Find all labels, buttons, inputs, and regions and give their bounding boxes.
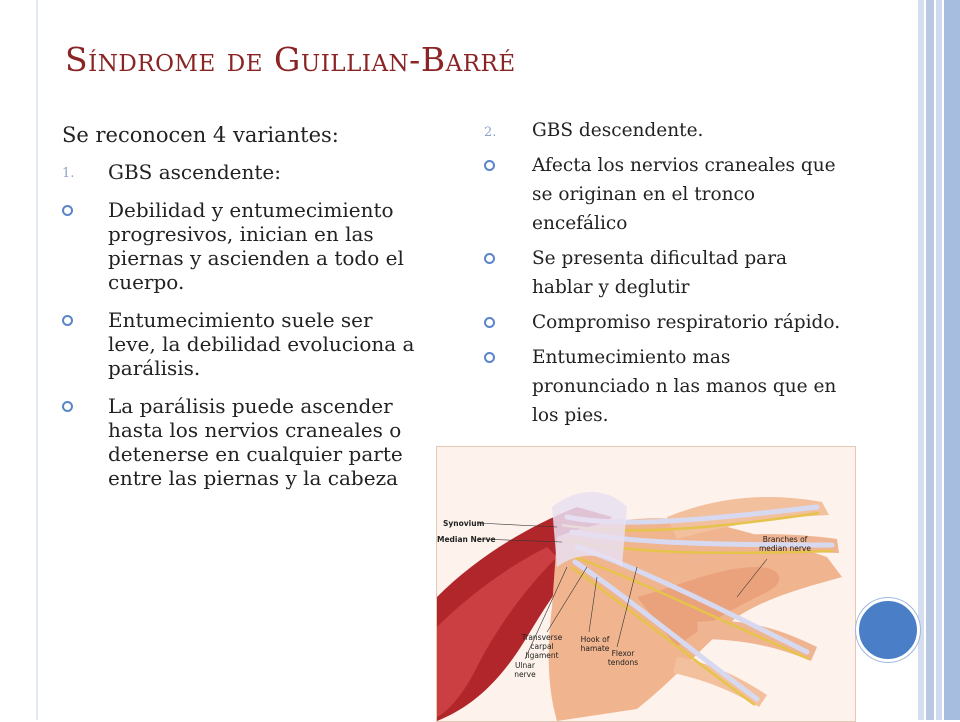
left-decorative-rule [36,0,38,720]
label-flexor-tendons: Flexor tendons [607,649,639,667]
list-number: 1. [62,166,75,181]
bullet-icon [484,253,495,264]
list-item [484,244,846,302]
right-decorative-stripe [936,0,942,720]
list-item-text: Entumecimiento mas pronunciado n las manos que en los pies. [532,347,837,426]
bullet-icon [484,160,495,171]
label-branches-median-nerve: Branches of median nerve [758,535,811,553]
right-decorative-stripe [918,0,924,720]
list-item [62,308,422,380]
list-item-text: Entumecimiento suele ser leve, la debilidad evoluciona a parálisis. [108,308,415,380]
right-decorative-stripe [944,0,960,720]
list-item-text: La parálisis puede ascender hasta los nervios craneales o detenerse en cualquier parte entre las piernas y la cabeza [108,394,403,490]
bullet-icon [62,401,73,412]
left-column [62,122,422,504]
list-number: 2. [484,125,497,140]
list-item-text: Afecta los nervios craneales que se originan en el tronco encefálico [532,155,836,234]
list-item-text: GBS ascendente: [108,160,281,184]
decorative-circle-icon [856,598,920,662]
list-item [484,343,846,430]
right-decorative-stripe [926,0,934,720]
right-column [484,116,846,436]
intro-text: Se reconocen 4 variantes: [62,123,339,147]
list-item-text: Compromiso respiratorio rápido. [532,312,841,333]
list-item-text: GBS descendente. [532,120,704,141]
hand-anatomy-illustration [436,446,856,722]
list-item [62,160,422,184]
bullet-icon [484,317,495,328]
list-item [484,116,846,145]
bullet-icon [62,205,73,216]
bullet-icon [484,352,495,363]
list-item [484,151,846,238]
slide-title: Síndrome de Guillian-Barré [65,40,516,79]
label-median-nerve: Median Nerve [437,535,496,544]
list-item [62,394,422,490]
list-item-text: Se presenta dificultad para hablar y deglutir [532,248,788,298]
label-transverse-ligament: Transverse carpal ligament [521,633,563,660]
list-item [484,308,846,337]
bullet-icon [62,315,73,326]
hand-anatomy-drawing [437,447,855,721]
label-synovium: Synovium [443,519,485,528]
label-ulnar-nerve: Ulnar nerve [514,661,536,679]
label-hook-of-hamate: Hook of hamate [580,635,610,653]
list-item [62,198,422,294]
list-item-text: Debilidad y entumecimiento progresivos, inician en las piernas y ascienden a todo el cuerpo. [108,198,404,294]
